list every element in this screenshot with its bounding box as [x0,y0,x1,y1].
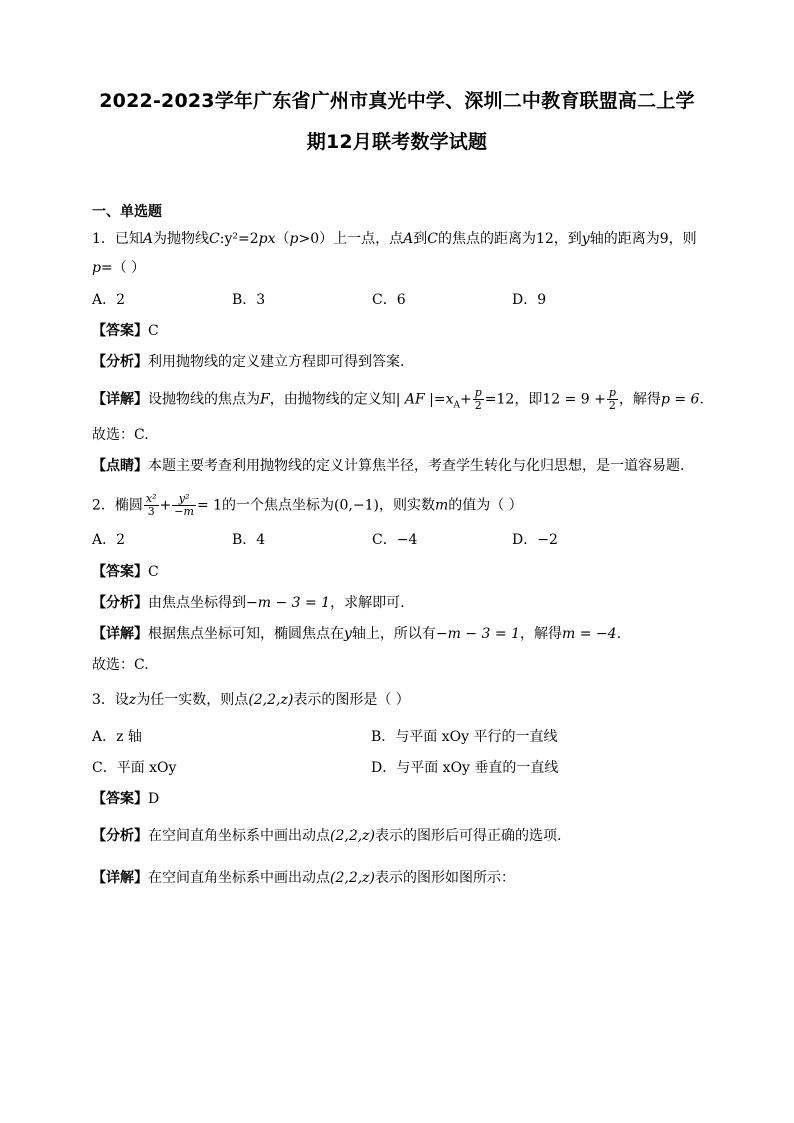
q2-analysis: 【分析】由焦点坐标得到−m − 3 = 1，求解即可. [92,595,405,611]
q2-detail: 【详解】根据焦点坐标可知，椭圆焦点在y轴上，所以有−m − 3 = 1，解得m = −4. [92,626,622,642]
q1-detail: 【详解】设抛物线的焦点为F，由抛物线的定义知| AF $|=x_A+$ $\frac{p}{2}$ =12，即12 = 9 + $\frac{p}{2}$ ，解得p = 6. [92,386,704,412]
fraction-y2-over-neg-m: $\frac{\text{y²}}{-m}$ [174,492,194,518]
question-1-stem: 1．已知A为抛物线C:y²=2px（p>0）上一点，点A到C的焦点的距离为12，到y轴的距离为9，则 [92,231,697,247]
fraction-p-over-2: $\frac{p}{2}$ [474,386,482,412]
q1-option-a: A．2 [92,292,126,308]
q1-answer: 【答案】C [92,323,159,339]
q3-option-c: C．平面 xOy [92,760,177,776]
q3-option-a: A．z 轴 [92,729,142,745]
q1-option-d: D．9 [512,292,547,308]
q3-answer: 【答案】D [92,791,160,807]
q3-option-d: D．与平面 xOy 垂直的一直线 [371,760,559,776]
question-2-stem: 2．椭圆 $\frac{\text{x²}}{3}$ + $\frac{\text{y²}}{-m}$ = 1的一个焦点坐标为(0,−1)，则实数m的值为（ ） [92,492,523,518]
q2-conclusion: 故选：C. [92,657,149,673]
fraction-p-over-2-b: $\frac{p}{2}$ [608,386,616,412]
q3-analysis: 【分析】在空间直角坐标系中画出动点(2,2,z)表示的图形后可得正确的选项. [92,828,562,844]
q1-option-c: C．6 [372,292,406,308]
q1-option-b: B．3 [232,292,266,308]
q2-option-c: C．−4 [372,532,418,548]
q1-analysis: 【分析】利用抛物线的定义建立方程即可得到答案. [92,354,405,370]
document-title-line-2: 期12月联考数学试题 [306,131,488,153]
q3-option-b: B．与平面 xOy 平行的一直线 [371,729,558,745]
q2-option-d: D．−2 [512,532,558,548]
question-3-stem: 3．设z为任一实数，则点(2,2,z)表示的图形是（ ） [92,692,410,708]
question-1-stem-end: p=（ ） [92,260,146,276]
q2-option-a: A．2 [92,532,126,548]
q2-answer: 【答案】C [92,564,159,580]
document-title-line-1: 2022-2023学年广东省广州市真光中学、深圳二中教育联盟高二上学 [99,90,695,112]
section-heading: 一、单选题 [92,204,162,220]
fraction-x2-over-3: $\frac{\text{x²}}{3}$ [145,492,157,518]
q2-option-b: B．4 [232,532,266,548]
q1-conclusion: 故选：C. [92,427,149,443]
q1-comment: 【点睛】本题主要考查利用抛物线的定义计算焦半径，考查学生转化与化归思想，是一道容易题. [92,458,685,474]
q3-detail: 【详解】在空间直角坐标系中画出动点(2,2,z)表示的图形如图所示： [92,870,516,886]
